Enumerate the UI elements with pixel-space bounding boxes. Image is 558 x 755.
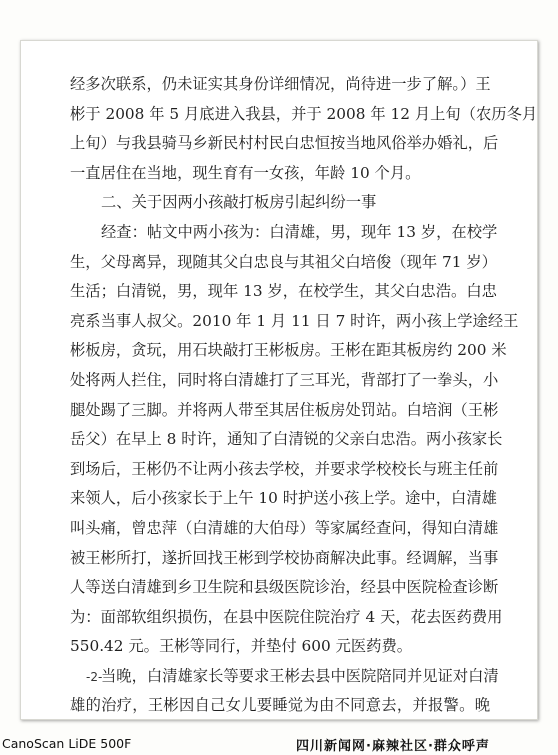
body-line: 为：面部软组织损伤，在县中医院住院治疗 4 天，花去医药费用 — [70, 607, 503, 626]
body-line: 人等送白清雄到乡卫生院和县级医院诊治，经县中医院检查诊断 — [70, 578, 499, 597]
body-line: 彬于 2008 年 5 月底进入我县，并于 2008 年 12 月上旬（农历冬月 — [70, 104, 538, 123]
body-line: 亮系当事人叔父。2010 年 1 月 11 日 7 时许，两小孩上学途经王 — [70, 311, 519, 330]
body-line: 处将两人拦住，同时将白清雄打了三耳光，背部打了一拳头，小 — [70, 370, 499, 389]
body-line: 腿处踢了三脚。并将两人带至其居住板房处罚站。白培润（王彬 — [70, 400, 499, 419]
body-line: 生活；白清锐，男，现年 13 岁，在校学生，其父白忠浩。白忠 — [70, 282, 497, 301]
body-line: 550.42 元。王彬等同行，并垫付 600 元医药费。 — [70, 637, 413, 656]
document-body — [70, 70, 538, 721]
body-line: 生，父母离异，现随其父白忠良与其祖父白培俊（现年 71 岁） — [70, 252, 497, 271]
body-line: 岳父）在早上 8 时许，通知了白清锐的父亲白忠浩。两小孩家长 — [70, 430, 503, 449]
body-line: 彬板房，贪玩，用石块敲打王彬板房。王彬在距其板房约 200 米 — [70, 341, 507, 360]
body-line: 一直居住在当地，现生育有一女孩，年龄 10 个月。 — [70, 163, 421, 182]
body-line: 当晚，白清雄家长等要求王彬去县中医院陪同并见证对白清 — [101, 666, 499, 685]
body-line: 雄的治疗，王彬因自己女儿要睡觉为由不同意去，并报警。晚 — [70, 696, 490, 715]
page-number: -2- — [86, 670, 103, 684]
body-line: 经多次联系，仍未证实其身份详细情况，尚待进一步了解。）王 — [70, 75, 491, 93]
body-line: 来领人，后小孩家长于上午 10 时护送小孩上学。途中，白清雄 — [70, 489, 497, 508]
body-line: 经查：帖文中两小孩为：白清雄，男，现年 13 岁，在校学 — [101, 222, 498, 241]
watermark: 四川新闻网·麻辣社区·群众呼声 — [296, 739, 490, 754]
body-line: 叫头痛，曾忠萍（白清雄的大伯母）等家属经查问，得知白清雄 — [70, 518, 499, 537]
scanner-label: CanoScan LiDE 500F — [2, 736, 132, 751]
body-line: 被王彬所打，遂折回找王彬到学校协商解决此事。经调解，当事 — [70, 548, 499, 567]
body-line: 上旬）与我县骑马乡新民村村民白忠恒按当地风俗举办婚礼，后 — [70, 134, 499, 153]
section-heading: 二、关于因两小孩敲打板房引起纠纷一事 — [101, 193, 377, 212]
body-line: 到场后，王彬仍不让两小孩去学校，并要求学校校长与班主任前 — [70, 459, 499, 478]
